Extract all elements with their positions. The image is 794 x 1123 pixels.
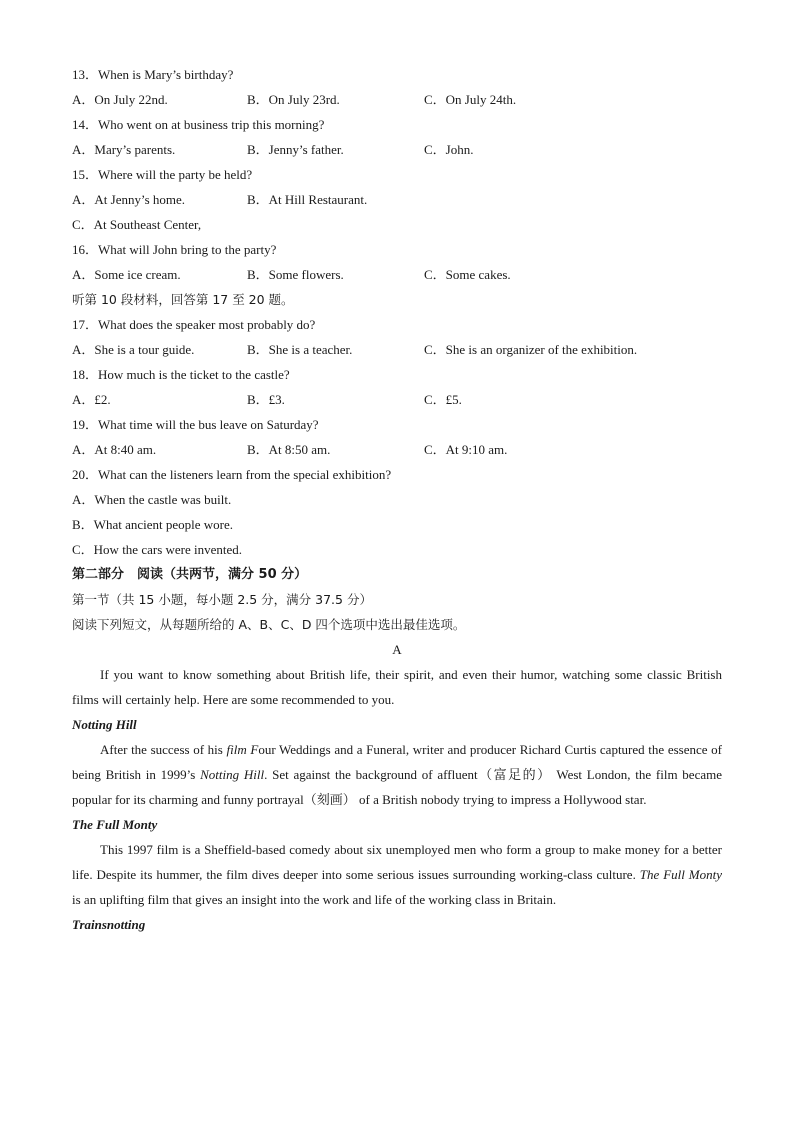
option-a-20 — [72, 487, 722, 512]
film-paragraph-full-monty — [72, 837, 722, 912]
question-17 — [72, 312, 722, 337]
option-a: A．Mary’s parents. — [72, 142, 176, 157]
option-b: B．£3. — [247, 392, 285, 407]
options-13 — [72, 87, 722, 112]
text-span: is an uplifting film that gives an insight into the work and life of the working class in Britain. — [72, 892, 557, 907]
question-20 — [72, 462, 722, 487]
question-text: 20．What can the listeners learn from the special exhibition? — [72, 467, 392, 482]
section-title: 第一节（共 15 小题，每小题 2.5 分，满分 37.5 分） — [72, 592, 372, 607]
option-a: A．She is a tour guide. — [72, 342, 195, 357]
question-text: 18．How much is the ticket to the castle? — [72, 367, 290, 382]
question-text: 13．When is Mary’s birthday? — [72, 67, 234, 82]
options-16 — [72, 262, 722, 287]
options-15 — [72, 187, 722, 212]
option-c: C．On July 24th. — [424, 92, 517, 107]
option-b: B．What ancient people wore. — [72, 517, 233, 532]
option-a: A．At 8:40 am. — [72, 442, 157, 457]
question-19 — [72, 412, 722, 437]
question-text: 17．What does the speaker most probably do? — [72, 317, 316, 332]
options-15-c — [72, 212, 722, 237]
question-text: 16．What will John bring to the party? — [72, 242, 277, 257]
film-title-full-monty: The Full Monty — [72, 817, 158, 832]
option-c: C．She is an organizer of the exhibition. — [424, 342, 638, 357]
text-span: our Weddings and a Funeral, writer and producer Richard Curtis captured the essence of being British in 1999’s — [72, 742, 722, 782]
film-name-italic: Notting Hill — [200, 767, 265, 782]
options-14 — [72, 137, 722, 162]
option-a: A．£2. — [72, 392, 111, 407]
option-b-20 — [72, 512, 722, 537]
film-paragraph-notting-hill — [72, 737, 722, 812]
passage-label: A — [392, 642, 402, 657]
option-a: A．At Jenny’s home. — [72, 192, 186, 207]
option-c: C．Some cakes. — [424, 267, 511, 282]
listening-instruction: 听第 10 段材料，回答第 17 至 20 题。 — [72, 292, 294, 307]
text-span: This 1997 film is a Sheffield-based comedy about six unemployed men who form a group to make money for a better life. Despite its hummer, the film dives deeper into some serious issues surrounding working-class culture. — [72, 842, 722, 882]
option-c: C．How the cars were invented. — [72, 542, 243, 557]
question-16 — [72, 237, 722, 262]
option-c: C．At Southeast Center, — [72, 217, 202, 232]
options-17 — [72, 337, 722, 362]
option-c: C．£5. — [424, 392, 462, 407]
reading-instruction: 阅读下列短文，从每题所给的 A、B、C、D 四个选项中选出最佳选项。 — [72, 617, 466, 632]
options-18 — [72, 387, 722, 412]
option-a: A．When the castle was built. — [72, 492, 232, 507]
option-b: B．At 8:50 am. — [247, 442, 331, 457]
option-c-20 — [72, 537, 722, 562]
exam-page — [72, 62, 722, 937]
part-title: 第二部分 阅读（共两节，满分 50 分） — [72, 567, 308, 582]
question-text: 19．What time will the bus leave on Saturday? — [72, 417, 319, 432]
question-text: 14．Who went on at business trip this morning? — [72, 117, 325, 132]
question-18 — [72, 362, 722, 387]
question-14 — [72, 112, 722, 137]
option-b: B．She is a teacher. — [247, 342, 353, 357]
film-title-notting-hill: Notting Hill — [72, 717, 137, 732]
option-c: C．At 9:10 am. — [424, 442, 508, 457]
text-span-italic: film F — [226, 742, 259, 757]
intro-paragraph: If you want to know something about British life, their spirit, and even their humor, watching some classic British films will certainly help. Here are some recommended to you. — [72, 667, 722, 707]
option-b: B．On July 23rd. — [247, 92, 340, 107]
film-title-trainsnotting: Trainsnotting — [72, 917, 146, 932]
film-name-italic: The Full Monty — [639, 867, 722, 882]
option-b: B．Some flowers. — [247, 267, 344, 282]
text-span: . Set against the background of affluent（富足的） West London, the film became popular for its charming and funny portrayal（刻画） of a British nobody trying to impress a Hollywood star. — [72, 767, 723, 807]
question-15 — [72, 162, 722, 187]
question-13 — [72, 62, 722, 87]
option-a: A．On July 22nd. — [72, 92, 168, 107]
question-text: 15．Where will the party be held? — [72, 167, 253, 182]
option-c: C．John. — [424, 142, 474, 157]
option-b: B．At Hill Restaurant. — [247, 192, 368, 207]
option-b: B．Jenny’s father. — [247, 142, 344, 157]
options-19 — [72, 437, 722, 462]
option-a: A．Some ice cream. — [72, 267, 181, 282]
text-span: After the success of his — [100, 742, 227, 757]
